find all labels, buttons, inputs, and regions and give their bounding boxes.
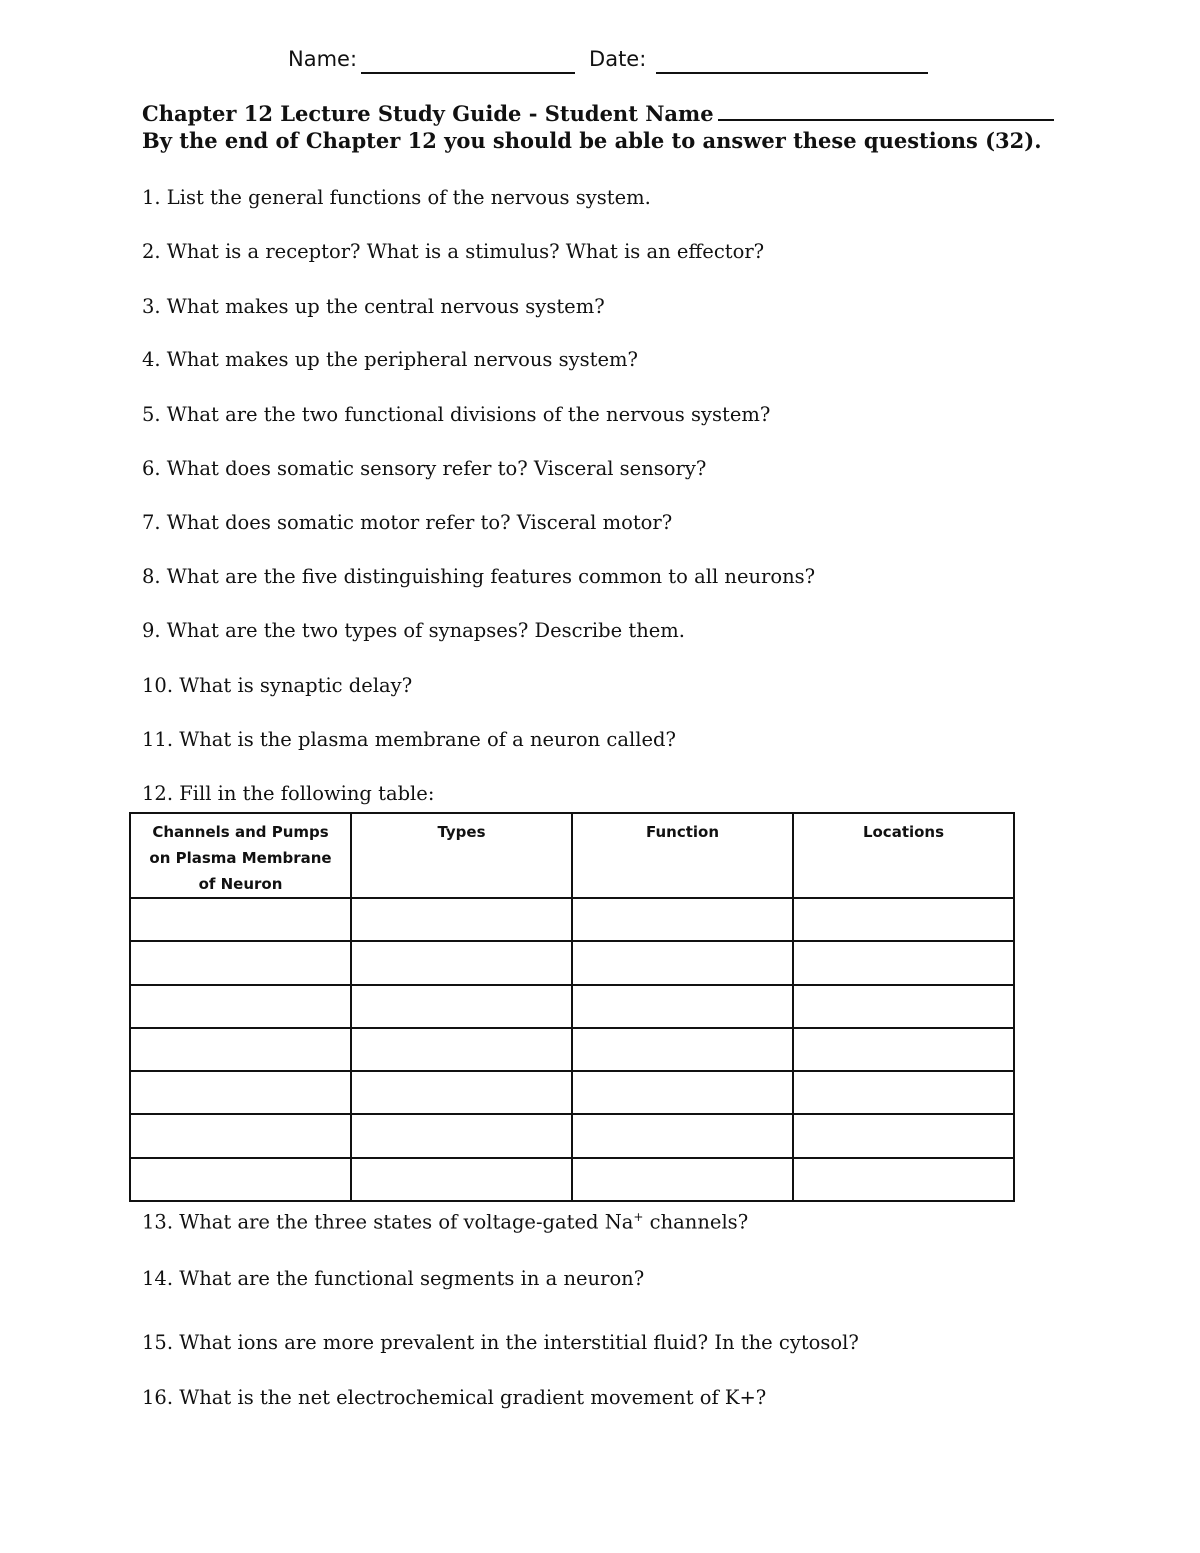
table-row <box>130 1071 1014 1114</box>
table-cell[interactable] <box>130 1071 351 1114</box>
table-row <box>130 1028 1014 1071</box>
table-cell[interactable] <box>351 1071 572 1114</box>
question-8: 8. What are the five distinguishing features common to all neurons? <box>142 565 816 588</box>
header-channels-pumps: Channels and Pumps on Plasma Membrane of Neuron <box>130 813 351 898</box>
question-5: 5. What are the two functional divisions of the nervous system? <box>142 403 771 426</box>
table-cell[interactable] <box>793 898 1014 941</box>
question-4: 4. What makes up the peripheral nervous system? <box>142 348 638 371</box>
table-cell[interactable] <box>793 985 1014 1028</box>
subtitle: By the end of Chapter 12 you should be able to answer these questions (32). <box>142 128 1042 153</box>
table-cell[interactable] <box>130 1114 351 1157</box>
question-15: 15. What ions are more prevalent in the interstitial fluid? In the cytosol? <box>142 1331 859 1354</box>
title-line-1: Chapter 12 Lecture Study Guide - Student Name <box>142 101 714 126</box>
channels-pumps-table <box>129 812 1015 1202</box>
question-11: 11. What is the plasma membrane of a neuron called? <box>142 728 676 751</box>
header-types: Types <box>351 813 572 898</box>
table-cell[interactable] <box>351 985 572 1028</box>
question-1: 1. List the general functions of the nervous system. <box>142 186 651 209</box>
table-cell[interactable] <box>351 1114 572 1157</box>
question-6: 6. What does somatic sensory refer to? Visceral sensory? <box>142 457 707 480</box>
name-field[interactable] <box>361 50 575 74</box>
table-row <box>130 941 1014 984</box>
table-cell[interactable] <box>351 1158 572 1201</box>
question-10: 10. What is synaptic delay? <box>142 674 413 697</box>
question-9: 9. What are the two types of synapses? Describe them. <box>142 619 685 642</box>
table-cell[interactable] <box>351 898 572 941</box>
page-title <box>142 99 1054 128</box>
question-3: 3. What makes up the central nervous system? <box>142 295 605 318</box>
table-cell[interactable] <box>572 1158 793 1201</box>
question-14: 14. What are the functional segments in a neuron? <box>142 1267 645 1290</box>
table-cell[interactable] <box>572 941 793 984</box>
table-cell[interactable] <box>351 941 572 984</box>
header-locations: Locations <box>793 813 1014 898</box>
table-row <box>130 898 1014 941</box>
table-row <box>130 985 1014 1028</box>
question-13: 13. What are the three states of voltage-gated Na+ channels? <box>142 1210 749 1234</box>
table-cell[interactable] <box>793 941 1014 984</box>
table-cell[interactable] <box>793 1028 1014 1071</box>
table-cell[interactable] <box>130 1028 351 1071</box>
name-label: Name: <box>288 47 358 71</box>
date-field[interactable] <box>656 50 928 74</box>
table-header-row <box>130 813 1014 898</box>
table-row <box>130 1158 1014 1201</box>
date-label: Date: <box>589 47 647 71</box>
table-cell[interactable] <box>130 941 351 984</box>
table-cell[interactable] <box>793 1114 1014 1157</box>
question-7: 7. What does somatic motor refer to? Visceral motor? <box>142 511 673 534</box>
student-name-field[interactable] <box>718 99 1054 121</box>
table-cell[interactable] <box>572 1114 793 1157</box>
table-cell[interactable] <box>572 985 793 1028</box>
table-cell[interactable] <box>351 1028 572 1071</box>
question-12: 12. Fill in the following table: <box>142 782 435 805</box>
table-cell[interactable] <box>572 898 793 941</box>
table-cell[interactable] <box>130 1158 351 1201</box>
table-cell[interactable] <box>793 1158 1014 1201</box>
table-row <box>130 1114 1014 1157</box>
name-date-row <box>288 44 928 74</box>
question-2: 2. What is a receptor? What is a stimulus? What is an effector? <box>142 240 765 263</box>
header-function: Function <box>572 813 793 898</box>
table-cell[interactable] <box>130 985 351 1028</box>
table-cell[interactable] <box>572 1028 793 1071</box>
table-cell[interactable] <box>793 1071 1014 1114</box>
question-16: 16. What is the net electrochemical gradient movement of K+? <box>142 1386 767 1409</box>
table-cell[interactable] <box>130 898 351 941</box>
table-cell[interactable] <box>572 1071 793 1114</box>
